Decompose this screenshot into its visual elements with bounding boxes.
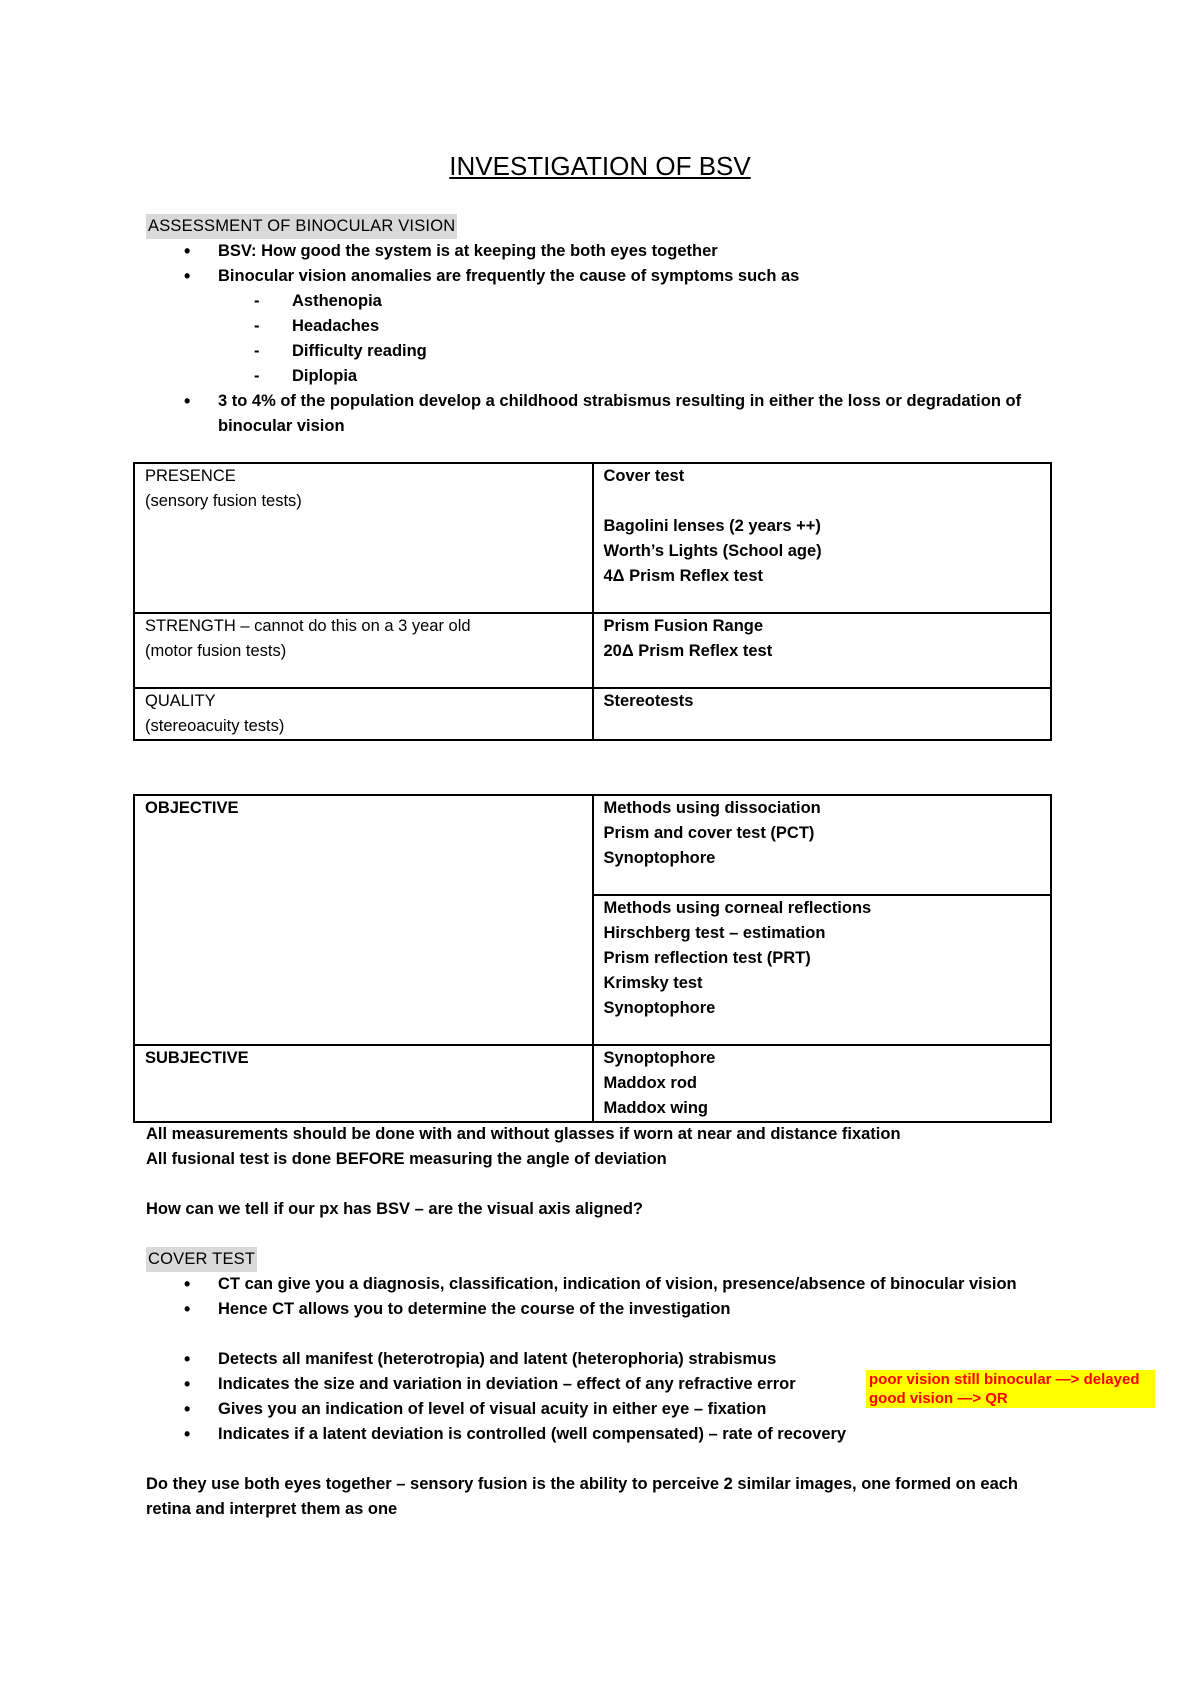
bullet-list xyxy=(146,1272,1066,1322)
table-row xyxy=(134,1045,1051,1122)
cell-heading: PRESENCE xyxy=(145,467,236,485)
cell-text: Worth’s Lights (School age) xyxy=(603,542,822,560)
cell-text: Maddox wing xyxy=(603,1099,708,1117)
table-cell xyxy=(593,613,1052,688)
page-title: INVESTIGATION OF BSV xyxy=(449,151,751,181)
list-item: • BSV: How good the system is at keeping the both eyes together xyxy=(146,239,1066,264)
list-item: • Detects all manifest (heterotropia) and latent (heterophoria) strabismus xyxy=(146,1347,1066,1372)
cell-text: Stereotests xyxy=(603,692,694,710)
note-line: All measurements should be done with and without glasses if worn at near and distance fixation xyxy=(146,1125,901,1143)
table-cell xyxy=(134,795,593,1045)
bullet-list xyxy=(146,389,1066,439)
annotation-line: poor vision still binocular —> delayed xyxy=(869,1371,1140,1388)
table-cell xyxy=(593,895,1052,1045)
table-cell xyxy=(134,688,593,740)
table-cell xyxy=(593,795,1052,895)
measurement-methods-table xyxy=(133,794,1052,1123)
cell-text: Methods using corneal reflections xyxy=(603,899,872,917)
bsv-assessment-table xyxy=(133,462,1052,741)
table-row xyxy=(134,795,1051,895)
cell-text: (sensory fusion tests) xyxy=(145,492,302,510)
table-row xyxy=(134,463,1051,613)
cell-heading: QUALITY xyxy=(145,692,216,710)
cell-heading: OBJECTIVE xyxy=(145,799,239,817)
cell-text: Krimsky test xyxy=(603,974,703,992)
list-item: • CT can give you a diagnosis, classification, indication of vision, presence/absence of binocular vision xyxy=(146,1272,1066,1297)
list-item: • Gives you an indication of level of visual acuity in either eye – fixation xyxy=(146,1397,1066,1422)
list-item: • 3 to 4% of the population develop a childhood strabismus resulting in either the loss or degradation of binocular vision xyxy=(146,389,1066,439)
list-item: - Headaches xyxy=(146,314,1066,339)
cell-heading: STRENGTH – cannot do this on a 3 year old xyxy=(145,617,471,635)
table-cell xyxy=(134,463,593,613)
cell-heading: SUBJECTIVE xyxy=(145,1049,249,1067)
table-cell xyxy=(593,688,1052,740)
cell-text: 20Δ Prism Reflex test xyxy=(603,642,773,660)
list-item: • Indicates if a latent deviation is controlled (well compensated) – rate of recovery xyxy=(146,1422,1066,1447)
cell-text: Maddox rod xyxy=(603,1074,697,1092)
list-item-text: Binocular vision anomalies are frequently the cause of symptoms such as xyxy=(218,267,800,285)
cell-text: 4Δ Prism Reflex test xyxy=(603,567,764,585)
list-item: • Hence CT allows you to determine the course of the investigation xyxy=(146,1297,1066,1322)
cell-text: Synoptophore xyxy=(603,999,716,1017)
cell-text: Cover test xyxy=(603,467,685,485)
cell-text: Prism and cover test (PCT) xyxy=(603,824,815,842)
symptom-list xyxy=(146,289,1066,389)
question-line: How can we tell if our px has BSV – are the visual axis aligned? xyxy=(146,1200,643,1218)
cell-text: Prism Fusion Range xyxy=(603,617,764,635)
note-line: All fusional test is done BEFORE measuring the angle of deviation xyxy=(146,1150,667,1168)
annotation-note xyxy=(866,1370,1155,1408)
table-cell xyxy=(593,1045,1052,1122)
cell-text: Bagolini lenses (2 years ++) xyxy=(603,517,821,535)
list-item xyxy=(146,264,1066,289)
section-assessment xyxy=(146,214,1066,439)
cell-text: (motor fusion tests) xyxy=(145,642,287,660)
cell-text: Hirschberg test – estimation xyxy=(603,924,826,942)
cell-text: Prism reflection test (PRT) xyxy=(603,949,811,967)
list-item: • Indicates the size and variation in deviation – effect of any refractive error xyxy=(146,1372,1066,1397)
section-heading: COVER TEST xyxy=(146,1247,257,1272)
annotation-line: good vision —> QR xyxy=(869,1390,1008,1407)
cell-text: Synoptophore xyxy=(603,1049,716,1067)
cell-text xyxy=(604,489,1041,514)
cell-text: Synoptophore xyxy=(603,849,716,867)
table-cell xyxy=(593,463,1052,613)
table-cell xyxy=(134,613,593,688)
list-item: - Diplopia xyxy=(146,364,1066,389)
list-item: - Difficulty reading xyxy=(146,339,1066,364)
table-row xyxy=(134,613,1051,688)
cell-text: Methods using dissociation xyxy=(603,799,821,817)
closing-paragraph: Do they use both eyes together – sensory fusion is the ability to perceive 2 similar images, one formed on each retina and interpret them as one xyxy=(146,1475,1019,1518)
section-heading: ASSESSMENT OF BINOCULAR VISION xyxy=(146,214,457,239)
list-item: - Asthenopia xyxy=(146,289,1066,314)
table-row xyxy=(134,688,1051,740)
cell-text: (stereoacuity tests) xyxy=(145,717,285,735)
measurement-notes xyxy=(146,1122,1066,1222)
table-cell xyxy=(134,1045,593,1122)
bullet-list xyxy=(146,239,1066,289)
